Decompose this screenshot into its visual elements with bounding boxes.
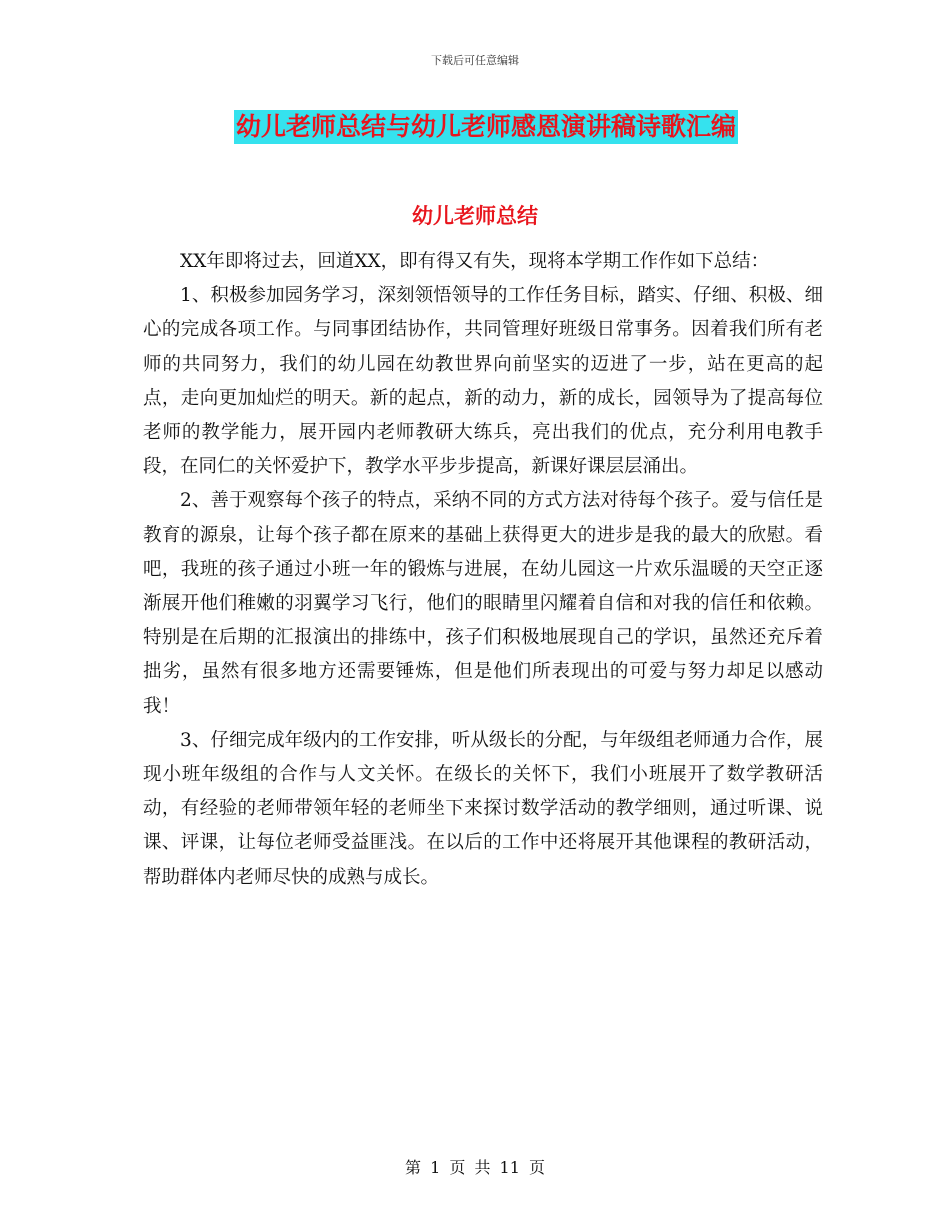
document-body [143, 245, 823, 895]
paragraph-1: 1、积极参加园务学习，深刻领悟领导的工作任务目标，踏实、仔细、积极、细心的完成各项工作。与同事团结协作，共同管理好班级日常事务。因着我们所有老师的共同努力，我们的幼儿园在幼教世界向前坚实的迈进了一步，站在更高的起点，走向更加灿烂的明天。新的起点，新的动力，新的成长，园领导为了提高每位老师的教学能力，展开园内老师教研大练兵，亮出我们的优点，充分利用电教手段，在同仁的关怀爱护下，教学水平步步提高，新课好课层层涌出。 [143, 285, 823, 478]
paragraph-3: 3、仔细完成年级内的工作安排，听从级长的分配，与年级组老师通力合作，展现小班年级组的合作与人文关怀。在级长的关怀下，我们小班展开了数学教研活动，有经验的老师带领年轻的老师坐下来探讨数学活动的教学细则，通过听课、说课、评课，让每位老师受益匪浅。在以后的工作中还将展开其他课程的教研活动，帮助群体内老师尽快的成熟与成长。 [143, 729, 823, 888]
header-note: 下载后可任意编辑 [431, 54, 519, 67]
paragraph-intro: XX年即将过去，回道XX，即有得又有失，现将本学期工作作如下总结： [180, 251, 770, 272]
section-title: 幼儿老师总结 [412, 203, 538, 228]
page-footer: 第 1 页 共 11 页 [405, 1158, 545, 1177]
paragraph-2: 2、善于观察每个孩子的特点，采纳不同的方式方法对待每个孩子。爱与信任是教育的源泉，让每个孩子都在原来的基础上获得更大的进步是我的最大的欣慰。看吧，我班的孩子通过小班一年的锻炼与进展，在幼儿园这一片欢乐温暖的天空正逐渐展开他们稚嫩的羽翼学习飞行，他们的眼睛里闪耀着自信和对我的信任和依赖。特别是在后期的汇报演出的排练中，孩子们积极地展现自己的学识，虽然还充斥着拙劣，虽然有很多地方还需要锤炼，但是他们所表现出的可爱与努力却足以感动我！ [143, 490, 823, 717]
document-title: 幼儿老师总结与幼儿老师感恩演讲稿诗歌汇编 [234, 110, 738, 144]
